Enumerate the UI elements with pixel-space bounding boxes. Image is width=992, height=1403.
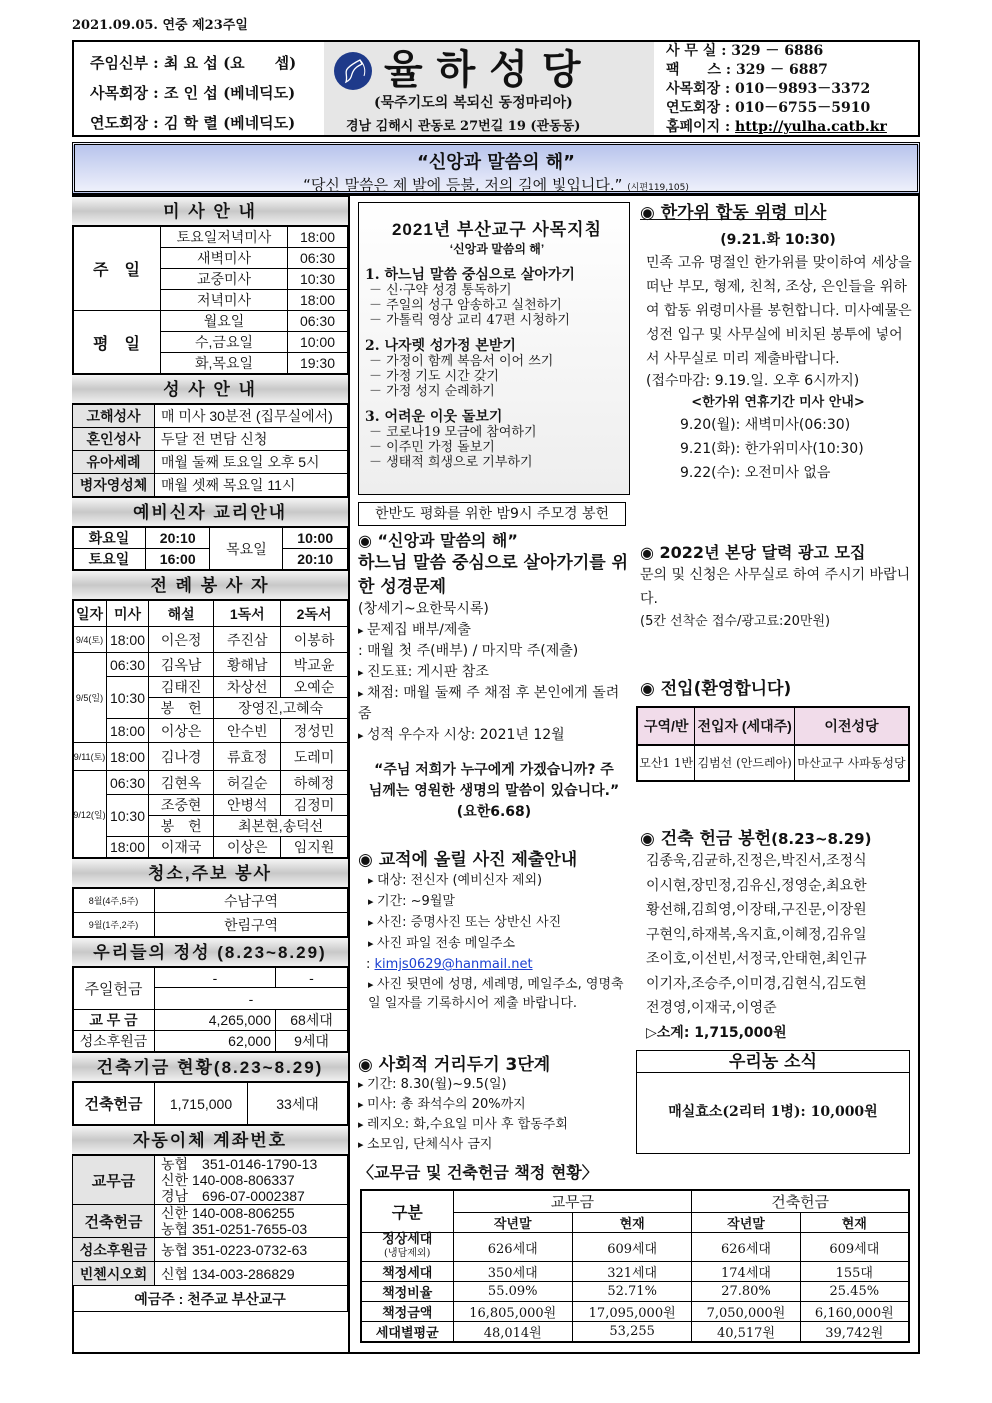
mass-sunday-3-0: 저녁미사	[161, 290, 288, 311]
photo-items-1: ▸ 기간: ~9월말	[358, 891, 630, 912]
transfer-headers-0: 구역/반	[637, 707, 695, 745]
liturgy-r4-2: 안수빈	[214, 719, 281, 743]
distancing-items-2: ▸ 레지오: 화,수요일 미사 후 합동주회	[358, 1115, 630, 1135]
guide-groups-2-items-2: － 생태적 희생으로 기부하기	[369, 455, 533, 470]
mass-title: 미 사 안 내	[72, 196, 348, 226]
distancing-section	[358, 1050, 630, 1155]
header-contacts-0-label: 사 무 실	[666, 43, 717, 59]
distancing-items-0: ▸ 기간: 8.30(월)~9.5(일)	[358, 1075, 630, 1095]
distancing-items-1: ▸ 미사: 총 좌석수의 20%까지	[358, 1095, 630, 1115]
offering-rows-1-2: 9세대	[276, 1031, 348, 1052]
cleaning-rows-0-1: 수남구역	[155, 889, 348, 913]
building-donors-section	[640, 824, 916, 1045]
liturgy-r8-2: 이상은	[214, 837, 281, 858]
header-contacts-2-value: 010－9893－3372	[735, 81, 871, 97]
guide-groups-0-head: 1. 하느님 말씀 중심으로 살아가기	[365, 267, 575, 283]
assessment-rows-3-v-2: 7,050,000원	[692, 1302, 800, 1322]
church-name: 율하성당	[384, 48, 595, 92]
guide-groups-2-items-1: － 이주민 가정 돌보기	[369, 440, 495, 455]
photo-items-3: ▸ 사진 파일 전송 메일주소	[358, 933, 630, 954]
assessment-rows-3-v-0: 16,805,000원	[453, 1302, 572, 1322]
mass-sunday-1-1: 06:30	[288, 248, 348, 269]
bulletin-date: 2021.09.05. 연중 제23주일	[72, 18, 248, 33]
homepage-link[interactable]: http://yulha.catb.kr	[735, 119, 887, 135]
bible_quiz-items-3: ▸ 채점: 매월 둘째 주 채점 후 본인에게 돌려줌	[358, 683, 630, 725]
bible_quiz-h2: 하느님 말씀 중심으로 살아가기를 위한 성경문제	[358, 553, 629, 597]
transfer-headers-2: 이전성당	[794, 707, 909, 745]
assessment-rows-3-v-3: 6,160,000원	[800, 1302, 909, 1322]
donors-period: (8.23~8.29)	[771, 830, 872, 848]
offering-rows-0-2: 68세대	[276, 1010, 348, 1031]
offering-title: 우리들의 정성 (8.23~8.29)	[72, 937, 348, 967]
liturgy-r2-0: 06:30	[107, 653, 149, 677]
bulletin-header	[72, 40, 920, 137]
chuseok-sub: <한가위 연휴기간 미사 안내>	[691, 395, 865, 410]
liturgy-r1-2: 주진삼	[214, 627, 281, 653]
header-contacts-4-label: 홈페이지	[666, 119, 721, 135]
diocese-guidelines-box	[358, 202, 630, 495]
guide-title: 2021년 부산교구 사목지침	[391, 220, 603, 239]
transfer-row-0: 모산1 1반	[637, 745, 695, 781]
contact-fax: 팩 스 : 329 － 6887	[666, 62, 828, 78]
accounts-rows-2-label: 성소후원금	[73, 1238, 155, 1262]
donors-title: ◉ 건축 헌금 봉헌	[640, 829, 772, 849]
header-contacts-2-label: 사목회장	[666, 81, 721, 97]
rosary-notice: 한반도 평화를 위한 밤9시 주모경 봉헌	[358, 502, 626, 526]
catechumen-title: 예비신자 교리안내	[72, 497, 348, 527]
mass-sunday_label: 주 일	[73, 227, 161, 311]
transfer-row-1: 김범선 (안드레아)	[695, 745, 795, 781]
assessment-rows-1-v-0: 350세대	[453, 1262, 572, 1282]
liturgy-r7b-0: 봉 헌	[149, 816, 214, 837]
chuseok-schedule-2: 9.22(수): 오전미사 없음	[680, 465, 831, 481]
transfer-row-2: 마산교구 사파동성당	[794, 745, 909, 781]
header-contacts-0-value: 329 － 6886	[731, 43, 824, 59]
catechumen-thu_time2: 20:10	[283, 549, 348, 570]
offering-sunday_c: -	[155, 988, 348, 1010]
liturgy-title: 전 례 봉 사 자	[72, 570, 348, 600]
guide-groups-1-items-1: － 가정 기도 시간 갖기	[369, 369, 499, 384]
sacraments-rows-3-0: 병자영성체	[73, 474, 155, 497]
offering-rows-0-0: 교 무 금	[73, 1010, 155, 1031]
guide-sub: ‘신앙과 말씀의 해’	[449, 242, 545, 256]
guide-groups-0-items-2: － 가톨릭 영상 교리 47편 시청하기	[369, 313, 570, 328]
assessment-title: 〈교무금 및 건축헌금 책정 현황〉	[358, 1163, 598, 1182]
assessment-rows-2-v-3: 25.45%	[800, 1282, 909, 1302]
liturgy-r8-3: 임지원	[281, 837, 348, 858]
assessment-rows-2-v-1: 52.71%	[572, 1282, 691, 1302]
contact-elder: 연도회장 : 010－6755－5910	[666, 100, 871, 116]
offering-table	[72, 967, 348, 1052]
theme-verse: “당신 말씀은 제 발에 등불, 저의 길에 빛입니다.”	[303, 176, 623, 194]
guide-groups-1-items-2: － 가정 성지 순례하기	[369, 384, 495, 399]
liturgy-r6-1: 김현옥	[149, 771, 214, 795]
accounts-rows-3-label: 빈첸시오회	[73, 1262, 155, 1286]
accounts-owner: 예금주 : 천주교 부산교구	[73, 1286, 348, 1312]
offering-rows-1-0: 성소후원금	[73, 1031, 155, 1052]
contact-office: 사 무 실 : 329 － 6886	[666, 43, 824, 59]
assessment-h_div: 구분	[361, 1190, 453, 1233]
mass-weekday-2-0: 화,목요일	[161, 353, 288, 374]
year-theme-banner	[72, 142, 920, 194]
accounts-rows-2-lines-0: 농협 351-0223-0732-63	[155, 1238, 348, 1262]
assessment-rows-1-v-2: 174세대	[692, 1262, 800, 1282]
catechumen-tue_time: 20:10	[145, 528, 210, 549]
offering-rows-0-1: 4,265,000	[155, 1010, 276, 1031]
assessment-section	[352, 1160, 920, 1343]
liturgy-r3-0: 10:30	[107, 677, 149, 719]
accounts-rows-0-lines-1: 신한 140-008-806337	[161, 1172, 295, 1188]
bible_quiz-h1: ◉ “신앙과 말씀의 해”	[358, 531, 518, 550]
guide-groups-0-items-0: － 신·구약 성경 통독하기	[369, 283, 512, 298]
catechumen-thu_time1: 10:00	[283, 528, 348, 549]
mass-sunday-0-1: 18:00	[288, 227, 348, 248]
chuseok-date: (9.21.화 10:30)	[720, 232, 836, 248]
farm-news-box	[636, 1050, 910, 1154]
liturgy-r3b-1: 장영진,고혜숙	[214, 698, 348, 719]
liturgy-r7-3: 김정미	[281, 795, 348, 816]
liturgy-r2-3: 박교윤	[281, 653, 348, 677]
liturgy-r1-3: 이봉하	[281, 627, 348, 653]
building-fund-table	[72, 1082, 348, 1125]
donors-lines-5: 이기자,조승주,이미경,김현식,김도현	[646, 975, 867, 992]
header-contacts-1-label: 팩 스	[666, 62, 722, 78]
assessment-h_sub-3: 현재	[800, 1213, 909, 1233]
liturgy-r5-1: 김나경	[149, 743, 214, 771]
liturgy-r5-0: 18:00	[107, 743, 149, 771]
accounts-rows-1-lines-1: 농협 351-0251-7655-03	[161, 1221, 308, 1237]
bible_quiz-items-4: ▸ 성적 우수자 시상: 2021년 12월	[358, 725, 630, 746]
assessment-rows-1-v-1: 321세대	[572, 1262, 691, 1282]
accounts-rows-0-label: 교무금	[73, 1156, 155, 1205]
pastor: 주임신부 : 최 요 섭 (요 셉)	[90, 54, 297, 72]
offering-rows-1-1: 62,000	[155, 1031, 276, 1052]
catechumen-tue: 화요일	[73, 528, 146, 549]
sacrament-table	[72, 404, 348, 497]
assessment-table	[360, 1189, 910, 1343]
bible_quiz-range: (창세기~요한묵시록)	[358, 601, 489, 617]
chuseok-mass-section	[640, 198, 916, 485]
sacraments-rows-2-0: 유아세례	[73, 451, 155, 474]
calendar_ad-note: (5칸 선착순 접수/광고료:20만원)	[640, 614, 831, 629]
assessment-rows-1-label: 책정세대	[361, 1262, 453, 1282]
photo-submission-section: ◉ 교적에 올릴 사진 제출안내 ▸ 대상: 전신자 (예비신자 제외) ▸ 기간: ~9월말 ▸ 사진: 증명사진 또는 상반신 사진 ▸ 사진 파일 전송 메일주소 : kimjs0629@hanmail.net ▸ 사진 뒷면에 성명, 세례명, 메일주소, 영명축일 일자를 기록하시어 제출 바랍니다.	[358, 845, 630, 1013]
bible_quiz-items-0: ▸ 문제집 배부/제출	[358, 620, 630, 641]
liturgy-d3: 9/11(토)	[73, 743, 107, 771]
church-title-block	[324, 42, 654, 135]
photo-title: ◉ 교적에 올릴 사진 제출안내	[358, 850, 578, 870]
mass-sunday-2-0: 교중미사	[161, 269, 288, 290]
assessment-rows-3-label: 책정금액	[361, 1302, 453, 1322]
liturgy-r6-0: 06:30	[107, 771, 149, 795]
liturgy-r4-1: 이상은	[149, 719, 214, 743]
assessment-h_sub-0: 작년말	[453, 1213, 572, 1233]
assessment-rows-0-v-2: 626세대	[692, 1233, 800, 1262]
cleaning-rows-1-0: 9월(1주,2주)	[73, 913, 155, 937]
distancing-title: ◉ 사회적 거리두기 3단계	[358, 1055, 551, 1075]
mass-weekday-0-1: 06:30	[288, 311, 348, 332]
bible-quiz-section	[358, 528, 630, 823]
photo-last: ▸ 사진 뒷면에 성명, 세례명, 메일주소, 영명축일 일자를 기록하시어 제출 바랍니다.	[358, 975, 630, 1013]
sacraments-rows-0-0: 고해성사	[73, 405, 155, 428]
distancing-items-3: ▸ 소모임, 단체식사 금지	[358, 1135, 630, 1155]
assessment-rows-0-v-3: 609세대	[800, 1233, 909, 1262]
clergy-list	[74, 42, 324, 135]
sacraments-rows-1-1: 두달 전 면담 신청	[155, 428, 348, 451]
bible_quiz-items-2: ▸ 진도표: 게시판 참조	[358, 662, 630, 683]
chuseok-title: ◉ 한가위 합동 위령 미사	[640, 203, 827, 223]
accounts-title: 자동이체 계좌번호	[72, 1125, 348, 1155]
assessment-h_bd: 건축헌금	[692, 1190, 909, 1213]
donors-lines-2: 황선해,김희영,이장태,구진문,이장원	[646, 902, 867, 918]
cleaning-title: 청소,주보 봉사	[72, 858, 348, 888]
accounts-rows-0-lines-2: 경남 696-07-0002387	[161, 1188, 305, 1204]
catechumen-sat: 토요일	[73, 549, 146, 570]
liturgy-d2: 9/5(일)	[73, 653, 107, 743]
cleaning-table	[72, 888, 348, 937]
cleaning-rows-1-1: 한림구역	[155, 913, 348, 937]
guide-groups-2-items-0: － 코로나19 모금에 참여하기	[369, 425, 537, 440]
liturgy-r7-2: 안병석	[214, 795, 281, 816]
mass-sunday-1-0: 새벽미사	[161, 248, 288, 269]
assessment-rows-0-label: 정상세대	[382, 1232, 433, 1247]
church-patron: (묵주기도의 복되신 동정마리아)	[374, 95, 573, 111]
guide-groups-1-head: 2. 나자렛 성가정 본받기	[365, 338, 516, 354]
donors-lines-3: 구현익,하재복,옥지효,이혜정,김유일	[646, 926, 867, 943]
liturgy-headers-3: 1독서	[214, 601, 281, 627]
assessment-rows-3-v-1: 17,095,000원	[572, 1302, 691, 1322]
liturgy-r1-1: 이은정	[149, 627, 214, 653]
accounts-rows-0-lines-0: 농협 351-0146-1790-13	[161, 1156, 318, 1172]
liturgy-r6-2: 허길순	[214, 771, 281, 795]
sacraments-rows-3-1: 매월 셋째 목요일 11시	[155, 474, 348, 497]
donor-subtotal: ▷소계: 1,715,000원	[646, 1024, 787, 1041]
assessment-h_gm: 교무금	[453, 1190, 692, 1213]
mass-weekday-1-1: 10:00	[288, 332, 348, 353]
scripture-quote: “주님 저희가 누구에게 가겠습니까? 주님께는 영원한 생명의 말씀이 있습니다.” (요한6.68)	[368, 762, 620, 820]
mass-sunday-2-1: 10:30	[288, 269, 348, 290]
assessment-rows-0-v-1: 609세대	[572, 1233, 691, 1262]
assessment-h_sub-2: 작년말	[692, 1213, 800, 1233]
accounts-rows-1-lines-0: 신한 140-008-806255	[161, 1205, 295, 1221]
header-contacts-3-value: 010－6755－5910	[735, 100, 871, 116]
building-amount: 1,715,000	[155, 1083, 248, 1125]
liturgy-headers-4: 2독서	[281, 601, 348, 627]
liturgy-r4-0: 18:00	[107, 719, 149, 743]
offering-sunday_label: 주일헌금	[73, 968, 155, 1010]
building-fund-title: 건축기금 현황(8.23~8.29)	[72, 1052, 348, 1082]
offering-sunday_b: -	[276, 968, 348, 988]
transfer-headers-1: 전입자 (세대주)	[695, 707, 795, 745]
liturgy-r5-3: 도레미	[281, 743, 348, 771]
liturgy-r7b-1: 최본현,송덕선	[214, 816, 348, 837]
chuseok-schedule-1: 9.21(화): 한가위미사(10:30)	[680, 441, 864, 457]
liturgy-r3-2: 차상선	[214, 677, 281, 698]
liturgy-r7-1: 조중현	[149, 795, 214, 816]
liturgy-headers-0: 일자	[73, 601, 107, 627]
transfer-table	[636, 706, 910, 782]
liturgy-r7-0: 10:30	[107, 795, 149, 837]
assessment-rows-4-v-1: 53,255	[572, 1322, 691, 1343]
accounts-rows-1-label: 건축헌금	[73, 1205, 155, 1238]
building-count: 33세대	[248, 1083, 348, 1125]
calendar-ad-section	[640, 540, 916, 632]
assessment-rows-4-label: 세대별평균	[361, 1322, 453, 1343]
mass-weekday-2-1: 19:30	[288, 353, 348, 374]
sacraments-rows-2-1: 매월 둘째 토요일 오후 5시	[155, 451, 348, 474]
church-address: 경남 김해시 관동로 27번길 19 (관동동)	[346, 119, 581, 134]
mass-table	[72, 226, 348, 374]
elder-president: 연도회장 : 김 학 렬 (베네딕도)	[90, 114, 296, 132]
assessment-rows-4-v-3: 39,742원	[800, 1322, 909, 1343]
liturgy-r4-3: 정성민	[281, 719, 348, 743]
catechumen-thu: 목요일	[210, 528, 283, 570]
theme-verse	[75, 174, 917, 195]
mass-sunday-3-1: 18:00	[288, 290, 348, 311]
photo-items-0: ▸ 대상: 전신자 (예비신자 제외)	[358, 870, 630, 891]
calendar_ad-body: 문의 및 신청은 사무실로 하여 주시기 바랍니다.	[640, 567, 911, 607]
left-column	[72, 196, 350, 1354]
contact-homepage: 홈페이지 : http://yulha.catb.kr	[666, 119, 887, 135]
header-contacts-1-value: 329 － 6887	[735, 62, 828, 78]
liturgy-r2-1: 김옥남	[149, 653, 214, 677]
contact-council: 사목회장 : 010－9893－3372	[666, 81, 871, 97]
sacrament-title: 성 사 안 내	[72, 374, 348, 404]
assessment-rows-0-v-0: 626세대	[453, 1233, 572, 1262]
church-logo-icon	[334, 52, 372, 90]
liturgy-r3-3: 오예순	[281, 677, 348, 698]
email-link[interactable]: kimjs0629@hanmail.net	[374, 957, 533, 972]
liturgy-r8-0: 18:00	[107, 837, 149, 858]
chuseok-deadline: (접수마감: 9.19.일. 오후 6시까지)	[646, 373, 860, 389]
building-label: 건축헌금	[73, 1083, 155, 1125]
liturgy-table	[72, 600, 348, 858]
assessment-rows-1-v-3: 155대	[800, 1262, 909, 1282]
assessment-rows-0-note: (냉담제외)	[384, 1248, 431, 1259]
photo-items-2: ▸ 사진: 증명사진 또는 상반신 사진	[358, 912, 630, 933]
liturgy-r5-2: 류효정	[214, 743, 281, 771]
donors-lines-1: 이시현,장민정,김유신,정영순,최요한	[646, 877, 867, 894]
assessment-rows-2-v-0: 55.09%	[453, 1282, 572, 1302]
donors-lines-4: 조이호,이선빈,서정국,안태현,최인규	[646, 951, 867, 967]
assessment-rows-2-v-2: 27.80%	[692, 1282, 800, 1302]
chuseok-schedule-0: 9.20(월): 새벽미사(06:30)	[680, 417, 851, 433]
catechumen-table	[72, 527, 348, 570]
mass-sunday-0-0: 토요일저녁미사	[161, 227, 288, 248]
accounts-rows-3-lines-0: 신협 134-003-286829	[155, 1262, 348, 1286]
liturgy-r8-1: 이재국	[149, 837, 214, 858]
liturgy-headers-2: 해설	[149, 601, 214, 627]
farm-body: 매실효소(2리터 1병): 10,000원	[668, 1104, 878, 1120]
guide-groups-2-head: 3. 어려운 이웃 돌보기	[365, 409, 503, 425]
liturgy-r6-3: 하혜정	[281, 771, 348, 795]
sacraments-rows-1-0: 혼인성사	[73, 428, 155, 451]
liturgy-r1-0: 18:00	[107, 627, 149, 653]
assessment-rows-4-v-0: 48,014원	[453, 1322, 572, 1343]
mass-weekday-1-0: 수,금요일	[161, 332, 288, 353]
donors-lines-0: 김종욱,김균하,진정은,박진서,조정식	[646, 853, 867, 869]
theme-ref: (시편119,105)	[627, 183, 689, 193]
accounts-table	[72, 1155, 348, 1312]
donors-lines-6: 전경영,이재국,이영준	[646, 1000, 777, 1016]
assessment-rows-2-label: 책정비율	[361, 1282, 453, 1302]
theme-title: “신앙과 말씀의 해”	[417, 152, 575, 173]
liturgy-d1: 9/4(토)	[73, 627, 107, 653]
guide-groups-0-items-1: － 주일의 성구 암송하고 실천하기	[369, 298, 562, 313]
contact-list	[654, 42, 918, 135]
assessment-rows-4-v-2: 40,517원	[692, 1322, 800, 1343]
liturgy-r3b-0: 봉 헌	[149, 698, 214, 719]
calendar_ad-title: ◉ 2022년 본당 달력 광고 모집	[640, 543, 866, 562]
header-contacts-3-label: 연도회장	[666, 100, 721, 116]
farm-title: 우리농 소식	[637, 1051, 909, 1073]
sacraments-rows-0-1: 매 미사 30분전 (집무실에서)	[155, 405, 348, 428]
liturgy-r2-2: 황해남	[214, 653, 281, 677]
assessment-h_sub-1: 현재	[572, 1213, 691, 1233]
guide-groups-1-items-0: － 가정이 함께 복음서 이어 쓰기	[369, 354, 554, 369]
bible_quiz-items-1: : 매월 첫 주(배부) / 마지막 주(제출)	[358, 643, 579, 659]
offering-sunday_a: -	[155, 968, 276, 988]
liturgy-r3-1: 김태진	[149, 677, 214, 698]
liturgy-d4: 9/12(일)	[73, 771, 107, 858]
liturgy-headers-1: 미사	[107, 601, 149, 627]
chuseok-body: 민족 고유 명절인 한가위를 맞이하여 세상을 떠난 부모, 형제, 친척, 조상, 은인들을 위하여 합동 위령미사를 봉헌합니다. 미사예물은 성전 입구 및 사무실에 비치된 봉투에 넣어서 사무실로 미리 제출바랍니다.	[646, 255, 912, 367]
transfer-title: ◉ 전입(환영합니다)	[640, 679, 792, 699]
mass-weekday-0-0: 월요일	[161, 311, 288, 332]
cleaning-rows-0-0: 8월(4주,5주)	[73, 889, 155, 913]
council-president: 사목회장 : 조 인 섭 (베네딕도)	[90, 84, 296, 102]
catechumen-sat_time: 16:00	[145, 549, 210, 570]
mass-weekday_label: 평 일	[73, 311, 161, 374]
